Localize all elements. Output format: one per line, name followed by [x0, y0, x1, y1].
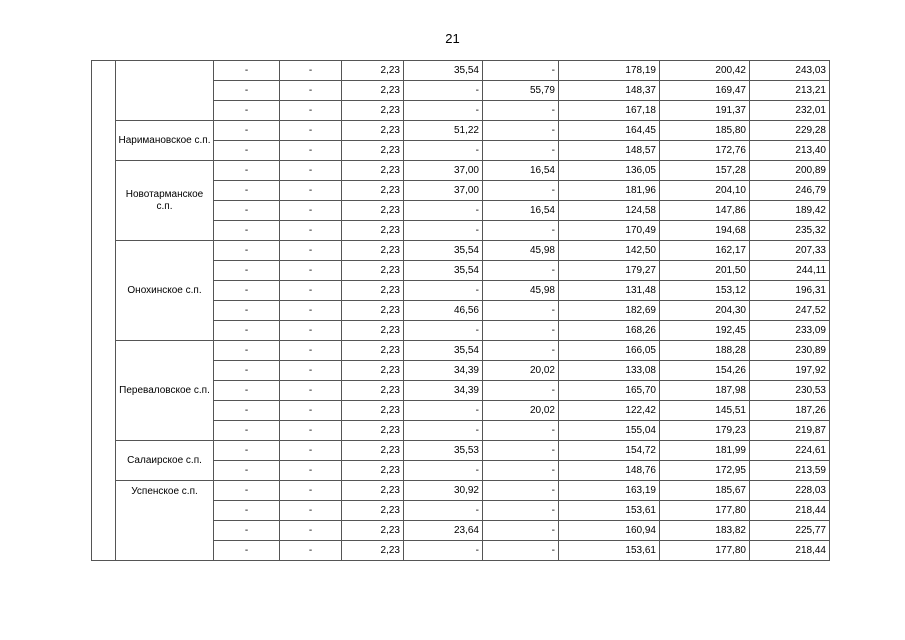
value-cell-col-1: - [214, 201, 280, 221]
value-cell-col-7: 177,80 [660, 541, 750, 561]
value-cell-col-5: - [483, 521, 559, 541]
value-cell-col-4: - [404, 281, 483, 301]
value-cell-col-5: - [483, 461, 559, 481]
value-cell-col-1: - [214, 381, 280, 401]
table-row [92, 481, 830, 501]
value-cell-col-8: 213,21 [750, 81, 830, 101]
tariff-table-container [91, 60, 830, 561]
value-cell-col-7: 177,80 [660, 501, 750, 521]
value-cell-col-7: 181,99 [660, 441, 750, 461]
value-cell-col-2: - [280, 341, 342, 361]
value-cell-col-2: - [280, 181, 342, 201]
value-cell-col-3: 2,23 [342, 381, 404, 401]
value-cell-col-7: 204,10 [660, 181, 750, 201]
value-cell-col-7: 188,28 [660, 341, 750, 361]
value-cell-col-3: 2,23 [342, 521, 404, 541]
value-cell-col-2: - [280, 281, 342, 301]
value-cell-col-2: - [280, 241, 342, 261]
value-cell-col-8: 219,87 [750, 421, 830, 441]
value-cell-col-6: 168,26 [559, 321, 660, 341]
value-cell-col-1: - [214, 141, 280, 161]
value-cell-col-1: - [214, 401, 280, 421]
value-cell-col-4: 37,00 [404, 181, 483, 201]
value-cell-col-4: - [404, 541, 483, 561]
value-cell-col-5: - [483, 121, 559, 141]
value-cell-col-5: - [483, 301, 559, 321]
table-row [92, 61, 830, 81]
value-cell-col-2: - [280, 421, 342, 441]
value-cell-col-4: 37,00 [404, 161, 483, 181]
value-cell-col-1: - [214, 361, 280, 381]
value-cell-col-5: - [483, 61, 559, 81]
value-cell-col-5: - [483, 261, 559, 281]
value-cell-col-8: 196,31 [750, 281, 830, 301]
value-cell-col-7: 185,67 [660, 481, 750, 501]
value-cell-col-6: 133,08 [559, 361, 660, 381]
value-cell-col-4: - [404, 101, 483, 121]
value-cell-col-8: 247,52 [750, 301, 830, 321]
value-cell-col-4: 35,54 [404, 61, 483, 81]
value-cell-col-8: 230,53 [750, 381, 830, 401]
value-cell-col-2: - [280, 201, 342, 221]
value-cell-col-2: - [280, 401, 342, 421]
value-cell-col-1: - [214, 101, 280, 121]
value-cell-col-7: 200,42 [660, 61, 750, 81]
value-cell-col-1: - [214, 341, 280, 361]
value-cell-col-3: 2,23 [342, 261, 404, 281]
value-cell-col-3: 2,23 [342, 541, 404, 561]
value-cell-col-2: - [280, 521, 342, 541]
value-cell-col-3: 2,23 [342, 301, 404, 321]
settlement-name-cell: Наримановское с.п. [116, 121, 214, 161]
value-cell-col-7: 204,30 [660, 301, 750, 321]
value-cell-col-8: 243,03 [750, 61, 830, 81]
value-cell-col-1: - [214, 241, 280, 261]
table-row [92, 241, 830, 261]
value-cell-col-4: - [404, 201, 483, 221]
value-cell-col-7: 183,82 [660, 521, 750, 541]
value-cell-col-8: 213,59 [750, 461, 830, 481]
value-cell-col-3: 2,23 [342, 121, 404, 141]
value-cell-col-5: 20,02 [483, 401, 559, 421]
value-cell-col-3: 2,23 [342, 141, 404, 161]
value-cell-col-1: - [214, 441, 280, 461]
value-cell-col-7: 153,12 [660, 281, 750, 301]
value-cell-col-1: - [214, 321, 280, 341]
value-cell-col-3: 2,23 [342, 161, 404, 181]
value-cell-col-2: - [280, 501, 342, 521]
value-cell-col-6: 182,69 [559, 301, 660, 321]
value-cell-col-3: 2,23 [342, 441, 404, 461]
value-cell-col-1: - [214, 521, 280, 541]
value-cell-col-6: 122,42 [559, 401, 660, 421]
value-cell-col-4: - [404, 401, 483, 421]
value-cell-col-2: - [280, 141, 342, 161]
value-cell-col-3: 2,23 [342, 321, 404, 341]
value-cell-col-4: 35,54 [404, 341, 483, 361]
value-cell-col-2: - [280, 441, 342, 461]
value-cell-col-1: - [214, 121, 280, 141]
settlement-name-cell [116, 61, 214, 121]
value-cell-col-7: 145,51 [660, 401, 750, 421]
value-cell-col-2: - [280, 321, 342, 341]
district-column-cell [92, 61, 116, 561]
value-cell-col-7: 187,98 [660, 381, 750, 401]
value-cell-col-7: 172,95 [660, 461, 750, 481]
value-cell-col-1: - [214, 461, 280, 481]
value-cell-col-4: - [404, 141, 483, 161]
value-cell-col-7: 201,50 [660, 261, 750, 281]
value-cell-col-6: 179,27 [559, 261, 660, 281]
value-cell-col-2: - [280, 121, 342, 141]
value-cell-col-8: 187,26 [750, 401, 830, 421]
value-cell-col-7: 191,37 [660, 101, 750, 121]
value-cell-col-8: 213,40 [750, 141, 830, 161]
value-cell-col-6: 154,72 [559, 441, 660, 461]
value-cell-col-7: 162,17 [660, 241, 750, 261]
value-cell-col-6: 167,18 [559, 101, 660, 121]
value-cell-col-4: 35,54 [404, 261, 483, 281]
value-cell-col-2: - [280, 361, 342, 381]
value-cell-col-4: 23,64 [404, 521, 483, 541]
value-cell-col-8: 244,11 [750, 261, 830, 281]
value-cell-col-2: - [280, 541, 342, 561]
value-cell-col-5: 45,98 [483, 241, 559, 261]
value-cell-col-8: 207,33 [750, 241, 830, 261]
value-cell-col-8: 228,03 [750, 481, 830, 501]
value-cell-col-6: 148,76 [559, 461, 660, 481]
value-cell-col-7: 179,23 [660, 421, 750, 441]
value-cell-col-4: - [404, 321, 483, 341]
value-cell-col-4: 30,92 [404, 481, 483, 501]
value-cell-col-1: - [214, 81, 280, 101]
value-cell-col-2: - [280, 221, 342, 241]
value-cell-col-5: - [483, 381, 559, 401]
value-cell-col-1: - [214, 281, 280, 301]
value-cell-col-1: - [214, 421, 280, 441]
value-cell-col-5: - [483, 221, 559, 241]
value-cell-col-3: 2,23 [342, 401, 404, 421]
value-cell-col-2: - [280, 261, 342, 281]
value-cell-col-1: - [214, 501, 280, 521]
value-cell-col-5: - [483, 481, 559, 501]
value-cell-col-2: - [280, 81, 342, 101]
value-cell-col-1: - [214, 221, 280, 241]
value-cell-col-7: 169,47 [660, 81, 750, 101]
table-row [92, 441, 830, 461]
value-cell-col-1: - [214, 181, 280, 201]
value-cell-col-3: 2,23 [342, 221, 404, 241]
settlement-name-cell: Онохинское с.п. [116, 241, 214, 341]
value-cell-col-7: 157,28 [660, 161, 750, 181]
value-cell-col-1: - [214, 61, 280, 81]
value-cell-col-8: 218,44 [750, 541, 830, 561]
value-cell-col-1: - [214, 161, 280, 181]
value-cell-col-4: - [404, 421, 483, 441]
value-cell-col-3: 2,23 [342, 361, 404, 381]
value-cell-col-4: - [404, 501, 483, 521]
value-cell-col-5: - [483, 101, 559, 121]
value-cell-col-7: 172,76 [660, 141, 750, 161]
value-cell-col-8: 225,77 [750, 521, 830, 541]
settlement-name-cell: Успенское с.п. [116, 481, 214, 561]
value-cell-col-3: 2,23 [342, 501, 404, 521]
value-cell-col-6: 181,96 [559, 181, 660, 201]
value-cell-col-8: 197,92 [750, 361, 830, 381]
value-cell-col-4: 35,54 [404, 241, 483, 261]
value-cell-col-4: - [404, 221, 483, 241]
value-cell-col-6: 136,05 [559, 161, 660, 181]
value-cell-col-3: 2,23 [342, 241, 404, 261]
value-cell-col-6: 131,48 [559, 281, 660, 301]
value-cell-col-6: 153,61 [559, 541, 660, 561]
value-cell-col-4: - [404, 81, 483, 101]
value-cell-col-6: 164,45 [559, 121, 660, 141]
value-cell-col-6: 124,58 [559, 201, 660, 221]
settlement-name-cell: Новотарманское с.п. [116, 161, 214, 241]
value-cell-col-3: 2,23 [342, 181, 404, 201]
value-cell-col-3: 2,23 [342, 81, 404, 101]
value-cell-col-8: 200,89 [750, 161, 830, 181]
value-cell-col-6: 166,05 [559, 341, 660, 361]
value-cell-col-2: - [280, 301, 342, 321]
settlement-name-cell: Переваловское с.п. [116, 341, 214, 441]
value-cell-col-6: 142,50 [559, 241, 660, 261]
value-cell-col-6: 153,61 [559, 501, 660, 521]
value-cell-col-4: 34,39 [404, 381, 483, 401]
value-cell-col-5: - [483, 541, 559, 561]
value-cell-col-4: - [404, 461, 483, 481]
table-row [92, 121, 830, 141]
value-cell-col-3: 2,23 [342, 201, 404, 221]
value-cell-col-8: 235,32 [750, 221, 830, 241]
value-cell-col-5: - [483, 141, 559, 161]
value-cell-col-6: 148,57 [559, 141, 660, 161]
value-cell-col-3: 2,23 [342, 101, 404, 121]
value-cell-col-6: 160,94 [559, 521, 660, 541]
value-cell-col-5: - [483, 421, 559, 441]
value-cell-col-3: 2,23 [342, 481, 404, 501]
value-cell-col-6: 148,37 [559, 81, 660, 101]
value-cell-col-7: 147,86 [660, 201, 750, 221]
value-cell-col-3: 2,23 [342, 281, 404, 301]
value-cell-col-5: 20,02 [483, 361, 559, 381]
value-cell-col-8: 230,89 [750, 341, 830, 361]
value-cell-col-5: 55,79 [483, 81, 559, 101]
value-cell-col-7: 192,45 [660, 321, 750, 341]
tariff-table [91, 60, 830, 561]
value-cell-col-5: 16,54 [483, 201, 559, 221]
value-cell-col-5: - [483, 321, 559, 341]
value-cell-col-5: - [483, 441, 559, 461]
table-body [92, 61, 830, 561]
value-cell-col-8: 218,44 [750, 501, 830, 521]
value-cell-col-5: - [483, 181, 559, 201]
value-cell-col-2: - [280, 61, 342, 81]
value-cell-col-3: 2,23 [342, 461, 404, 481]
value-cell-col-1: - [214, 261, 280, 281]
value-cell-col-8: 189,42 [750, 201, 830, 221]
value-cell-col-2: - [280, 461, 342, 481]
value-cell-col-1: - [214, 301, 280, 321]
value-cell-col-6: 163,19 [559, 481, 660, 501]
value-cell-col-2: - [280, 381, 342, 401]
value-cell-col-8: 246,79 [750, 181, 830, 201]
value-cell-col-7: 185,80 [660, 121, 750, 141]
value-cell-col-8: 233,09 [750, 321, 830, 341]
value-cell-col-5: 45,98 [483, 281, 559, 301]
value-cell-col-2: - [280, 481, 342, 501]
value-cell-col-5: - [483, 341, 559, 361]
value-cell-col-4: 34,39 [404, 361, 483, 381]
value-cell-col-6: 155,04 [559, 421, 660, 441]
table-row [92, 341, 830, 361]
value-cell-col-3: 2,23 [342, 341, 404, 361]
value-cell-col-6: 170,49 [559, 221, 660, 241]
value-cell-col-3: 2,23 [342, 61, 404, 81]
table-row [92, 161, 830, 181]
value-cell-col-4: 46,56 [404, 301, 483, 321]
value-cell-col-1: - [214, 541, 280, 561]
value-cell-col-4: 35,53 [404, 441, 483, 461]
value-cell-col-3: 2,23 [342, 421, 404, 441]
value-cell-col-8: 229,28 [750, 121, 830, 141]
value-cell-col-8: 224,61 [750, 441, 830, 461]
value-cell-col-2: - [280, 101, 342, 121]
value-cell-col-5: 16,54 [483, 161, 559, 181]
value-cell-col-7: 194,68 [660, 221, 750, 241]
value-cell-col-5: - [483, 501, 559, 521]
value-cell-col-8: 232,01 [750, 101, 830, 121]
value-cell-col-4: 51,22 [404, 121, 483, 141]
value-cell-col-1: - [214, 481, 280, 501]
value-cell-col-6: 165,70 [559, 381, 660, 401]
value-cell-col-2: - [280, 161, 342, 181]
value-cell-col-6: 178,19 [559, 61, 660, 81]
value-cell-col-7: 154,26 [660, 361, 750, 381]
page-number: 21 [445, 31, 460, 46]
settlement-name-cell: Салаирское с.п. [116, 441, 214, 481]
